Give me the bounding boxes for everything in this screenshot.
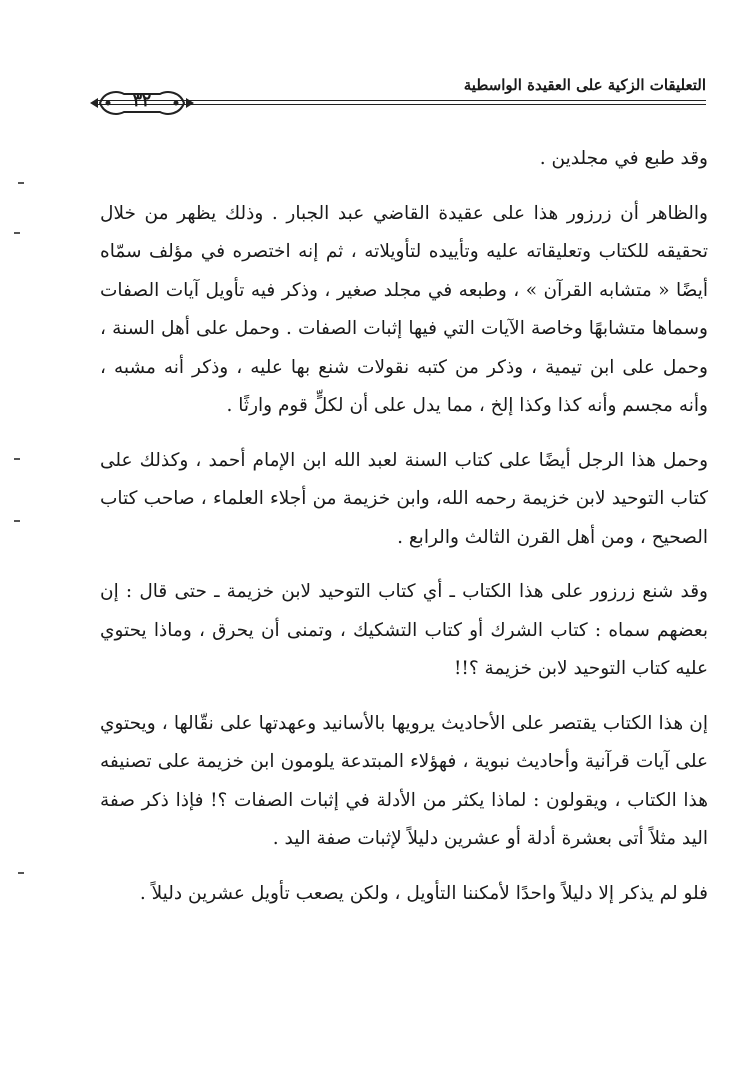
margin-mark [14, 520, 20, 522]
running-header [96, 72, 706, 128]
page-body [100, 140, 708, 929]
header-title: التعليقات الزكية على العقيدة الواسطية [463, 76, 706, 94]
paragraph: وقد طبع في مجلدين . [539, 148, 708, 169]
paragraph: وحمل هذا الرجل أيضًا على كتاب السنة لعبد الله ابن الإمام أحمد ، وكذلك على كتاب التوحيد لابن خزيمة رحمه الله، وابن خزيمة من أجلاء العلماء ، صاحب كتاب الصحيح ، ومن أهل القرن الثالث والرابع . [100, 449, 708, 548]
margin-mark [14, 458, 20, 460]
paragraph: والظاهر أن زرزور هذا على عقيدة القاضي عبد الجبار . وذلك يظهر من خلال تحقيقه للكتاب وتعليقاته عليه وتأييده لتأويلاته ، ثم إنه اختصره في مؤلف سمّاه أيضًا « متشابه القرآن » ، وطبعه في مجلد صغير ، وذكر فيه تأويل آيات الصفات وسماها متشابهًا وخاصة الآيات التي فيها إثبات الصفات . وحمل على أهل السنة ، وحمل على ابن تيمية ، وذكر من كتبه نقولات شنع بها عليه ، وذكر أنه مشبه ، وأنه مجسم وأنه كذا وكذا إلخ ، مما يدل على أن لكلٍّ قوم وارثًا . [100, 202, 708, 416]
page-number: ٣٢ [132, 91, 152, 111]
paragraph: إن هذا الكتاب يقتصر على الأحاديث يرويها بالأسانيد وعهدتها على نقّالها ، ويحتوي على آيات قرآنية وأحاديث نبوية ، فهؤلاء المبتدعة يلومون ابن خزيمة على تصنيفه هذا الكتاب ، ويقولون : لماذا يكثر من الأدلة في إثبات الصفات ؟! فإذا ذكر صفة اليد مثلاً أتى بعشرة أدلة أو عشرين دليلاً لإثبات صفة اليد . [100, 712, 708, 849]
paragraph: وقد شنع زرزور على هذا الكتاب ـ أي كتاب التوحيد لابن خزيمة ـ حتى قال : إن بعضهم سماه : كتاب الشرك أو كتاب التشكيك ، وتمنى أن يحرق ، وماذا يحتوي عليه كتاب التوحيد لابن خزيمة ؟!! [100, 581, 708, 679]
margin-mark [18, 872, 24, 874]
paragraph: فلو لم يذكر إلا دليلاً واحدًا لأمكننا التأويل ، ولكن يصعب تأويل عشرين دليلاً . [139, 882, 708, 904]
margin-mark [14, 232, 20, 234]
margin-mark [18, 182, 24, 184]
